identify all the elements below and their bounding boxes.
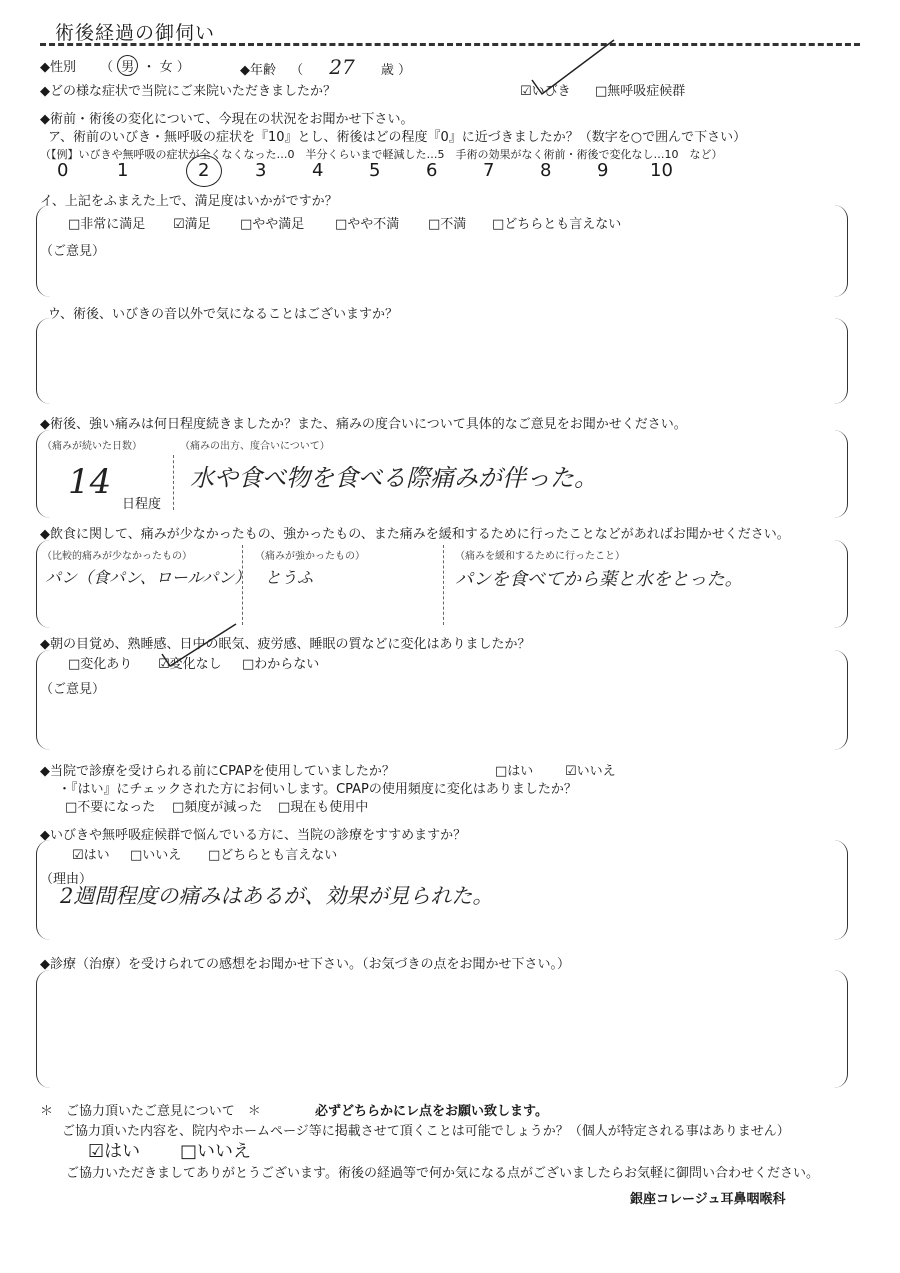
gender-close: ） [176, 60, 190, 75]
change-question: ◆術前・術後の変化について、今現在の状況をお聞かせ下さい。 [40, 112, 414, 127]
sleep-question: ◆朝の目覚め、熟睡感、日中の眠気、疲労感、睡眠の質などに変化はありましたか？ [40, 637, 531, 652]
recommend-reason-value[interactable]: 2週間程度の痛みはあるが、効果が見られた。 [60, 884, 494, 908]
recommend-option-neutral[interactable]: □どちらとも言えない [208, 848, 338, 863]
pain-divider [173, 455, 174, 510]
cpap-no-option[interactable]: ☑いいえ [565, 764, 616, 779]
pain-days-value[interactable]: 14 [68, 462, 112, 502]
impression-box[interactable] [36, 970, 848, 1088]
recommend-reason-label: （理由） [40, 872, 93, 887]
scale-5[interactable]: 5 [369, 160, 381, 181]
scale-selection-circle [186, 155, 222, 187]
clinic-name: 銀座コレージュ耳鼻咽喉科 [630, 1192, 786, 1207]
satisfaction-option-neutral[interactable]: □どちらとも言えない [492, 217, 622, 232]
age-value[interactable]: 27 [329, 55, 355, 79]
scale-10[interactable]: 10 [650, 160, 673, 181]
other-concerns-box[interactable] [36, 318, 848, 404]
food-high-pain-label: （痛みが強かったもの） [255, 551, 365, 562]
satisfaction-option-satisfied[interactable]: ☑満足 [173, 217, 211, 232]
scale-9[interactable]: 9 [597, 160, 609, 181]
sleep-option-no-change[interactable]: ☑変化なし [158, 657, 222, 672]
scale-1[interactable]: 1 [117, 160, 129, 181]
change-example: （【例】いびきや無呼吸の症状が全くなくなった…0 半分くらいまで軽減した…5 手術の効果がなく術前・術後で変化なし…10 など） [40, 148, 723, 161]
cpap-question: ◆当院で診療を受けられる前にCPAPを使用していましたか？ [40, 764, 395, 779]
scale-3[interactable]: 3 [255, 160, 267, 181]
pain-days-label: （痛みが続いた日数） [42, 441, 142, 452]
check-mark-icon [530, 38, 620, 98]
age-open: （ [290, 63, 304, 78]
scale-7[interactable]: 7 [483, 160, 495, 181]
age-close: ） [398, 63, 412, 78]
food-relief-value[interactable]: パンを食べてから薬と水をとった。 [455, 569, 743, 590]
food-relief-label: （痛みを緩和するために行ったこと） [455, 551, 625, 562]
food-divider-1 [242, 545, 243, 625]
age-unit: 歳 [380, 63, 394, 78]
recommend-option-yes[interactable]: ☑はい [72, 848, 110, 863]
food-divider-2 [443, 545, 444, 625]
satisfaction-option-somewhat-satisfied[interactable]: □やや満足 [240, 217, 305, 232]
recommend-option-no[interactable]: □いいえ [130, 848, 182, 863]
satisfaction-option-very-satisfied[interactable]: □非常に満足 [68, 217, 146, 232]
symptom-snoring-option[interactable]: ☑いびき [520, 84, 571, 99]
sleep-option-changed[interactable]: □変化あり [68, 657, 133, 672]
change-sub-question: ア、術前のいびき・無呼吸の症状を『10』とし、術後はどの程度『0』に近づきましたか？（数字を○で囲んで下さい） [48, 130, 747, 145]
footer-note-head: ＊ ご協力頂いたご意見について ＊ [40, 1104, 261, 1119]
pain-detail-label: （痛みの出方、度合いについて） [180, 441, 330, 452]
scale-0[interactable]: 0 [57, 160, 69, 181]
recommend-question: ◆いびきや無呼吸症候群で悩んでいる方に、当院の診療をすすめますか？ [40, 828, 467, 843]
cpap-option-reduced[interactable]: □頻度が減った [172, 800, 263, 815]
gender-male-option[interactable]: 男 [117, 55, 138, 76]
scale-2[interactable]: 2 [198, 160, 210, 181]
cpap-option-unnecessary[interactable]: □不要になった [65, 800, 156, 815]
scale-6[interactable]: 6 [426, 160, 438, 181]
sleep-opinion-label: （ご意見） [40, 682, 106, 697]
gender-open: （ [100, 60, 114, 75]
age-label: ◆年齢 [240, 63, 276, 78]
food-high-pain-value[interactable]: とうふ [265, 568, 314, 587]
cpap-sub-question: ・『はい』にチェックされた方にお伺いします。CPAPの使用頻度に変化はありましたか？ [58, 782, 577, 797]
footer-thanks: ご協力いただきましてありがとうございます。術後の経過等で何か気になる点がございましたらお気軽に御問い合わせください。 [66, 1166, 819, 1181]
footer-publish-no[interactable]: □いいえ [180, 1141, 252, 1162]
symptom-apnea-option[interactable]: □無呼吸症候群 [595, 84, 686, 99]
scale-8[interactable]: 8 [540, 160, 552, 181]
food-low-pain-label: （比較的痛みが少なかったもの） [42, 551, 192, 562]
check-mark-icon [160, 620, 240, 670]
gender-label: ◆性別 [40, 60, 76, 75]
title-divider [40, 43, 860, 46]
pain-detail-value[interactable]: 水や食べ物を食べる際痛みが伴った。 [190, 464, 598, 492]
satisfaction-option-dissatisfied[interactable]: □不満 [428, 217, 467, 232]
scale-4[interactable]: 4 [312, 160, 324, 181]
gender-dot: ・ [142, 60, 156, 75]
food-low-pain-value[interactable]: パン（食パン、ロールパン） [45, 568, 251, 587]
age-row [240, 55, 411, 79]
page-title: 術後経過の御伺い [55, 22, 216, 44]
pain-question: ◆術後、強い痛みは何日程度続きましたか？また、痛みの度合いについて具体的なご意見をお聞かせください。 [40, 417, 687, 432]
footer-publish-question: ご協力頂いた内容を、院内やホームページ等に掲載させて頂くことは可能でしょうか？（個人が特定される事はありません） [62, 1124, 790, 1139]
cpap-option-still-using[interactable]: □現在も使用中 [278, 800, 369, 815]
satisfaction-option-somewhat-dissatisfied[interactable]: □やや不満 [335, 217, 400, 232]
footer-publish-yes[interactable]: ☑はい [88, 1141, 141, 1162]
impression-question: ◆診療（治療）を受けられての感想をお聞かせ下さい。（お気づきの点をお聞かせ下さい。） [40, 957, 570, 972]
sleep-option-unknown[interactable]: □わからない [242, 657, 320, 672]
food-question: ◆飲食に関して、痛みが少なかったもの、強かったもの、また痛みを緩和するために行ったことなどがあればお聞かせください。 [40, 527, 790, 542]
footer-note-emphasis: 必ずどちらかにレ点をお願い致します。 [315, 1104, 548, 1119]
pain-days-unit: 日程度 [122, 497, 162, 512]
satisfaction-opinion-label: （ご意見） [40, 244, 106, 259]
gender-row [40, 55, 190, 76]
gender-female-option[interactable]: 女 [159, 60, 173, 75]
symptom-question: ◆どの様な症状で当院にご来院いただきましたか？ [40, 84, 336, 99]
satisfaction-question: イ、上記をふまえた上で、満足度はいかがですか？ [40, 194, 338, 209]
other-concerns-question: ウ、術後、いびきの音以外で気になることはございますか？ [48, 307, 398, 322]
cpap-yes-option[interactable]: □はい [495, 764, 534, 779]
